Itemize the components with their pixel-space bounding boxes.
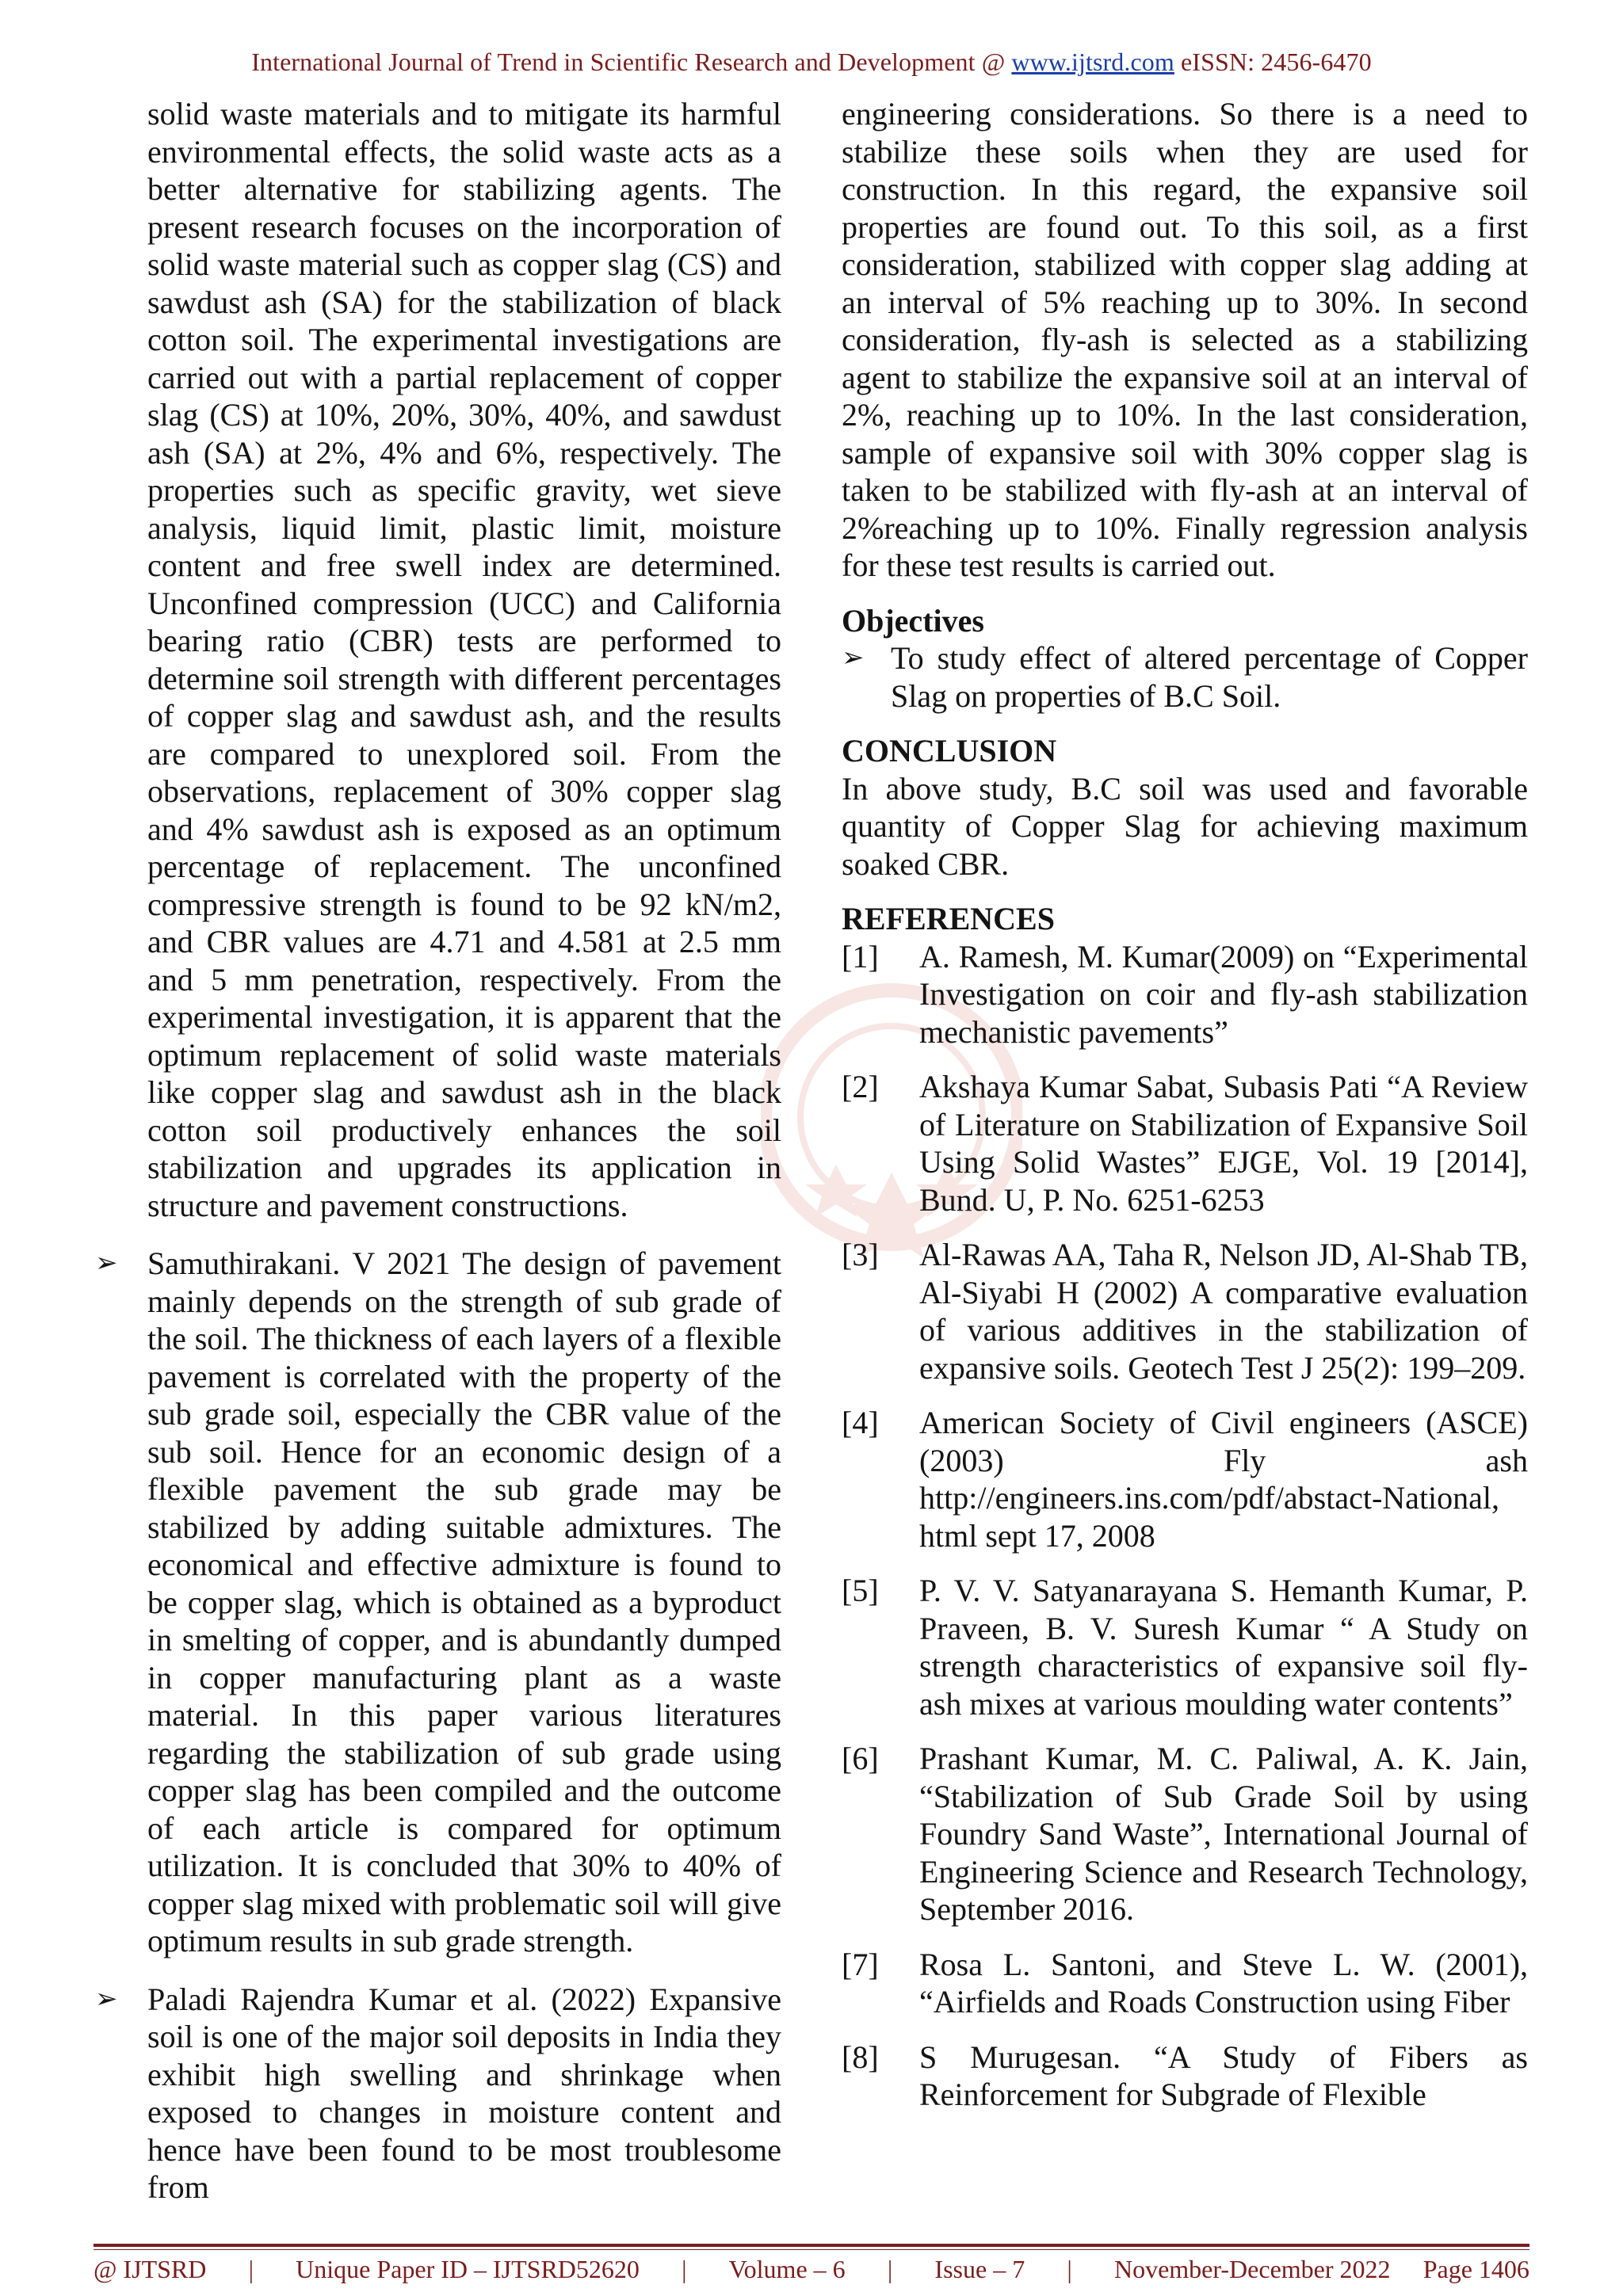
reference-text: A. Ramesh, M. Kumar(2009) on “Experimental Investigation on coir and fly-ash stabilization mechanistic pavements” — [919, 938, 1528, 1050]
footer-separator: | — [1067, 2255, 1072, 2283]
footer-paper-id: Unique Paper ID – IJTSRD52620 — [296, 2255, 640, 2283]
footer-issue: Issue – 7 — [934, 2255, 1025, 2283]
footer-journal: @ IJTSRD — [94, 2255, 207, 2283]
reference-item — [842, 2039, 1528, 2114]
reference-number: [4] — [842, 1405, 879, 1440]
header-journal-url[interactable]: www.ijtsrd.com — [1011, 48, 1174, 76]
reference-item — [842, 1740, 1528, 1928]
reference-number: [3] — [842, 1237, 879, 1272]
reference-number: [8] — [842, 2039, 879, 2075]
reference-number: [5] — [842, 1573, 879, 1608]
arrow-bullet-icon: ➢ — [95, 1249, 118, 1278]
footer-page-number: Page 1406 — [1423, 2255, 1529, 2283]
footer-separator: | — [248, 2255, 254, 2283]
footer-volume: Volume – 6 — [728, 2255, 846, 2283]
running-footer — [94, 2255, 1529, 2284]
reference-text: Prashant Kumar, M. C. Paliwal, A. K. Jain, “Stabilization of Sub Grade Soil by using Foundry Sand Waste”, International Journal of Engineering Science and Research Technology, September 2016. — [919, 1741, 1528, 1927]
reference-text: Akshaya Kumar Sabat, Subasis Pati “A Review of Literature on Stabilization of Expansive Soil Using Solid Wastes” EJGE, Vol. 19 [2014], Bund. U, P. No. 6251-6253 — [919, 1069, 1528, 1218]
arrow-bullet-icon: ➢ — [842, 643, 865, 673]
footer-separator: | — [682, 2255, 687, 2283]
reference-item — [842, 1404, 1528, 1554]
reference-text: Al-Rawas AA, Taha R, Nelson JD, Al-Shab TB, Al-Siyabi H (2002) A comparative evaluation of various additives in the stabilization of expansive soils. Geotech Test J 25(2): 199–209. — [919, 1237, 1528, 1386]
conclusion-heading: CONCLUSION — [842, 733, 1057, 769]
literature-item-paladi — [95, 1981, 781, 2206]
reference-number: [2] — [842, 1069, 879, 1104]
reference-text: Rosa L. Santoni, and Steve L. W. (2001), “Airfields and Roads Construction using Fiber — [919, 1946, 1528, 2019]
running-header — [0, 48, 1623, 77]
header-eissn: eISSN: 2456-6470 — [1174, 48, 1372, 76]
literature-item-text: Samuthirakani. V 2021 The design of pavement mainly depends on the strength of sub grade of the soil. The thickness of each layers of a flexible pavement is correlated with the property of the sub grade soil, especially the CBR value of the sub soil. Hence for an economic design of a flexible pavement the sub grade may be stabilized by adding suitable admixtures. The economical and effective admixture is found to be copper slag, which is obtained as a byproduct in smelting of copper, and is abundantly dumped in copper manufacturing plant as a waste material. In this paper various literatures regarding the stabilization of sub grade using copper slag has been compiled and the outcome of each article is compared for optimum utilization. It is concluded that 30% to 40% of copper slag mixed with problematic soil will give optimum results in sub grade strength. — [147, 1245, 781, 1958]
reference-number: [7] — [842, 1946, 879, 1982]
references-heading: REFERENCES — [842, 901, 1055, 936]
objective-text: To study effect of altered percentage of Copper Slag on properties of B.C Soil. — [891, 640, 1528, 714]
reference-item — [842, 1572, 1528, 1722]
reference-item — [842, 1068, 1528, 1219]
left-column — [95, 95, 781, 2206]
objectives-heading: Objectives — [842, 602, 984, 639]
right-column — [842, 95, 1528, 2114]
reference-number: [6] — [842, 1741, 879, 1776]
reference-item — [842, 1236, 1528, 1386]
header-journal-name: International Journal of Trend in Scientific Research and Development @ — [251, 48, 1012, 76]
objective-item — [842, 639, 1528, 715]
abstract-continuation: solid waste materials and to mitigate its harmful environmental effects, the solid waste acts as a better alternative for stabilizing agents. The present research focuses on the incorporation of solid waste material such as copper slag (CS) and sawdust ash (SA) for the stabilization of black cotton soil. The experimental investigations are carried out with a partial replacement of copper slag (CS) at 10%, 20%, 30%, 40%, and sawdust ash (SA) at 2%, 4% and 6%, respectively. The properties such as specific gravity, wet sieve analysis, liquid limit, plastic limit, moisture content and free swell index are determined. Unconfined compression (UCC) and California bearing ratio (CBR) tests are performed to determine soil strength with different percentages of copper slag and sawdust ash, and the results are compared to unexplored soil. From the observations, replacement of 30% copper slag and 4% sawdust ash is exposed as an optimum percentage of replacement. The unconfined compressive strength is found to be 92 kN/m2, and CBR values are 4.71 and 4.581 at 2.5 mm and 5 mm penetration, respectively. From the experimental investigation, it is apparent that the optimum replacement of solid waste materials like copper slag and sawdust ash in the black cotton soil productively enhances the soil stabilization and upgrades its application in structure and pavement constructions. — [147, 96, 781, 1223]
reference-number: [1] — [842, 938, 879, 974]
reference-item — [842, 1946, 1528, 2021]
reference-list — [842, 938, 1528, 2114]
footer-rule — [94, 2244, 1529, 2247]
reference-text: P. V. V. Satyanarayana S. Hemanth Kumar, P. Praveen, B. V. Suresh Kumar “ A Study on strength characteristics of expansive soil fly-ash mixes at various moulding water contents” — [919, 1573, 1528, 1722]
reference-text: American Society of Civil engineers (ASCE)(2003) Fly ash http://engineers.ins.com/pdf/abstact-National, html sept 17, 2008 — [919, 1405, 1528, 1554]
literature-item-samuthirakani — [95, 1245, 781, 1960]
footer-separator: | — [887, 2255, 893, 2283]
reference-item — [842, 938, 1528, 1051]
literature-item-text: Paladi Rajendra Kumar et al. (2022) Expansive soil is one of the major soil deposits in India they exhibit high swelling and shrinkage when exposed to changes in moisture content and hence have been found to be most troublesome from — [147, 1981, 781, 2205]
literature-continuation: engineering considerations. So there is a need to stabilize these soils when they are used for construction. In this regard, the expansive soil properties are found out. To this soil, as a first consideration, stabilized with copper slag adding at an interval of 5% reaching up to 30%. In second consideration, fly-ash is selected as a stabilizing agent to stabilize the expansive soil at an interval of 2%, reaching up to 10%. In the last consideration, sample of expansive soil with 30% copper slag is taken to be stabilized with fly-ash at an interval of 2%reaching up to 10%. Finally regression analysis for these test results is carried out. — [842, 96, 1528, 583]
footer-period: November-December 2022 — [1113, 2255, 1391, 2283]
reference-text: S Murugesan. “A Study of Fibers as Reinforcement for Subgrade of Flexible — [919, 2039, 1528, 2112]
arrow-bullet-icon: ➢ — [95, 1984, 118, 2014]
footer-rule-thin — [94, 2249, 1529, 2250]
conclusion-text: In above study, B.C soil was used and favorable quantity of Copper Slag for achieving maximum soaked CBR. — [842, 770, 1528, 882]
